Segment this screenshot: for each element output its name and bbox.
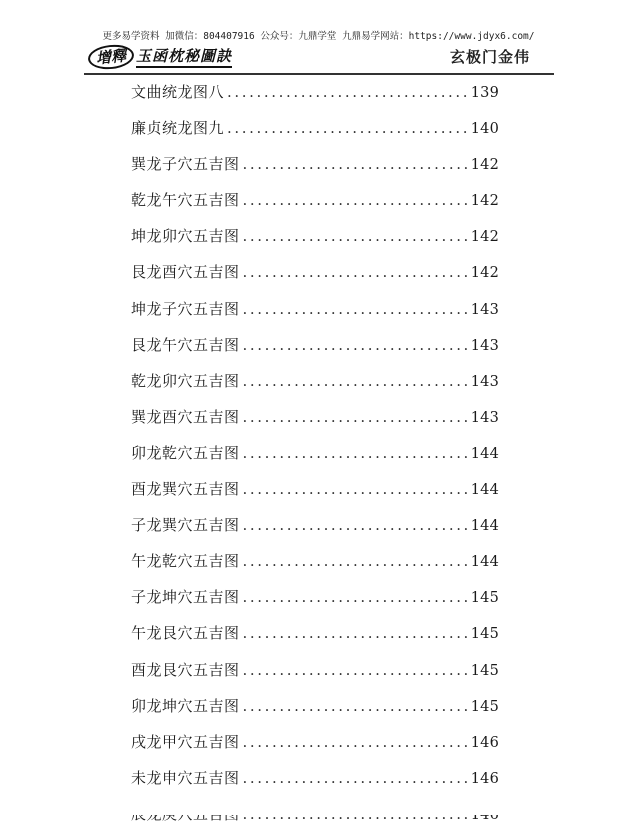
toc-entry[interactable] [131, 369, 499, 405]
toc-entry-title: 廉贞统龙图九 [131, 119, 225, 138]
toc-entry[interactable] [131, 297, 499, 333]
toc-leader-dots [243, 658, 468, 682]
toc-entry-title: 文曲统龙图八 [131, 83, 225, 101]
toc-leader-dots [227, 80, 468, 104]
page-cut-edge [0, 806, 637, 815]
toc-entry-title: 乾龙午穴五吉图 [131, 191, 240, 210]
toc-leader-dots [243, 441, 468, 465]
toc-entry[interactable] [131, 658, 499, 694]
toc-entry[interactable] [131, 405, 499, 441]
toc-entry-page: 142 [470, 229, 499, 246]
toc-entry[interactable] [131, 116, 499, 152]
toc-leader-dots [243, 549, 468, 573]
toc-entry-title: 戌龙甲穴五吉图 [131, 732, 240, 751]
toc-leader-dots [243, 694, 468, 718]
toc-entry-page: 143 [470, 337, 499, 354]
toc-entry-page: 145 [470, 662, 499, 679]
toc-entry-page: 145 [470, 698, 499, 715]
toc-entry-title: 艮龙酉穴五吉图 [131, 263, 240, 282]
header-rule [84, 73, 554, 75]
toc-entry[interactable] [131, 152, 499, 188]
toc-leader-dots [243, 188, 468, 212]
author-name: 玄极门金伟 [449, 48, 530, 66]
toc-leader-dots [243, 152, 468, 176]
toc-leader-dots [243, 224, 468, 248]
toc-entry-page: 144 [470, 482, 499, 499]
toc-leader-dots [243, 369, 468, 393]
toc-entry[interactable] [131, 477, 499, 513]
toc-entry-title: 午龙乾穴五吉图 [131, 552, 240, 571]
toc-entry-title: 巽龙子穴五吉图 [131, 155, 240, 174]
toc-entry[interactable] [131, 260, 499, 296]
toc-leader-dots [243, 405, 468, 429]
toc-entry[interactable] [131, 585, 499, 621]
toc-entry[interactable] [131, 224, 499, 260]
toc-entry-page: 142 [470, 193, 499, 210]
toc-leader-dots [243, 730, 468, 754]
toc-entry-title: 卯龙乾穴五吉图 [131, 443, 240, 462]
page-header [88, 42, 554, 74]
banner-text: 更多易学资料 加微信：804407916 公众号：九鼎学堂 九鼎易学网站：https://www.jdyx6.com/ [102, 31, 535, 42]
toc-entry-title: 巽龙酉穴五吉图 [131, 407, 240, 426]
toc-entry[interactable] [131, 621, 499, 657]
toc-entry-title: 乾龙卯穴五吉图 [131, 371, 240, 390]
logo-title: 玉函枕秘圖訣 [136, 46, 232, 68]
toc-leader-dots [227, 116, 468, 140]
toc-entry-page: 144 [470, 445, 499, 462]
toc-entry[interactable] [131, 766, 499, 802]
book-logo [88, 44, 232, 70]
toc-leader-dots [243, 585, 468, 609]
toc-leader-dots [243, 621, 468, 645]
toc-entry[interactable] [131, 730, 499, 766]
toc-entry-page: 145 [470, 590, 499, 607]
toc-entry-title: 酉龙艮穴五吉图 [131, 660, 240, 679]
toc-entry-title: 卯龙坤穴五吉图 [131, 696, 240, 715]
toc-entry-page: 144 [470, 518, 499, 535]
toc-entry-page: 139 [470, 85, 499, 101]
toc-entry-page: 142 [470, 157, 499, 174]
toc-entry-title: 子龙巽穴五吉图 [131, 516, 240, 535]
toc-leader-dots [243, 260, 468, 284]
toc-entry[interactable] [131, 549, 499, 585]
toc-leader-dots [243, 766, 468, 790]
toc-entry-title: 子龙坤穴五吉图 [131, 588, 240, 607]
toc-entry-title: 坤龙子穴五吉图 [131, 299, 240, 318]
toc-leader-dots [243, 513, 468, 537]
toc-entry-page: 145 [470, 626, 499, 643]
toc-entry[interactable] [131, 80, 499, 116]
toc-entry-page: 146 [470, 734, 499, 751]
toc-entry[interactable] [131, 513, 499, 549]
toc-entry-page: 143 [470, 301, 499, 318]
logo-badge: 增釋 [87, 43, 135, 72]
toc-entry-page: 146 [470, 770, 499, 787]
toc-entry[interactable] [131, 333, 499, 369]
toc-entry-title: 午龙艮穴五吉图 [131, 624, 240, 643]
toc-entry[interactable] [131, 694, 499, 730]
toc-entry[interactable] [131, 441, 499, 477]
toc-entry-title: 坤龙卯穴五吉图 [131, 227, 240, 246]
toc-entry-title: 未龙申穴五吉图 [131, 768, 240, 787]
table-of-contents [131, 80, 499, 838]
toc-entry-title: 艮龙午穴五吉图 [131, 335, 240, 354]
toc-leader-dots [243, 297, 468, 321]
toc-entry-page: 143 [470, 409, 499, 426]
toc-entry-page: 144 [470, 554, 499, 571]
toc-entry-title: 酉龙巽穴五吉图 [131, 480, 240, 499]
toc-entry[interactable] [131, 188, 499, 224]
toc-entry-page: 142 [470, 265, 499, 282]
toc-entry-page: 143 [470, 373, 499, 390]
toc-leader-dots [243, 333, 468, 357]
toc-entry-page: 140 [470, 121, 499, 138]
toc-leader-dots [243, 477, 468, 501]
